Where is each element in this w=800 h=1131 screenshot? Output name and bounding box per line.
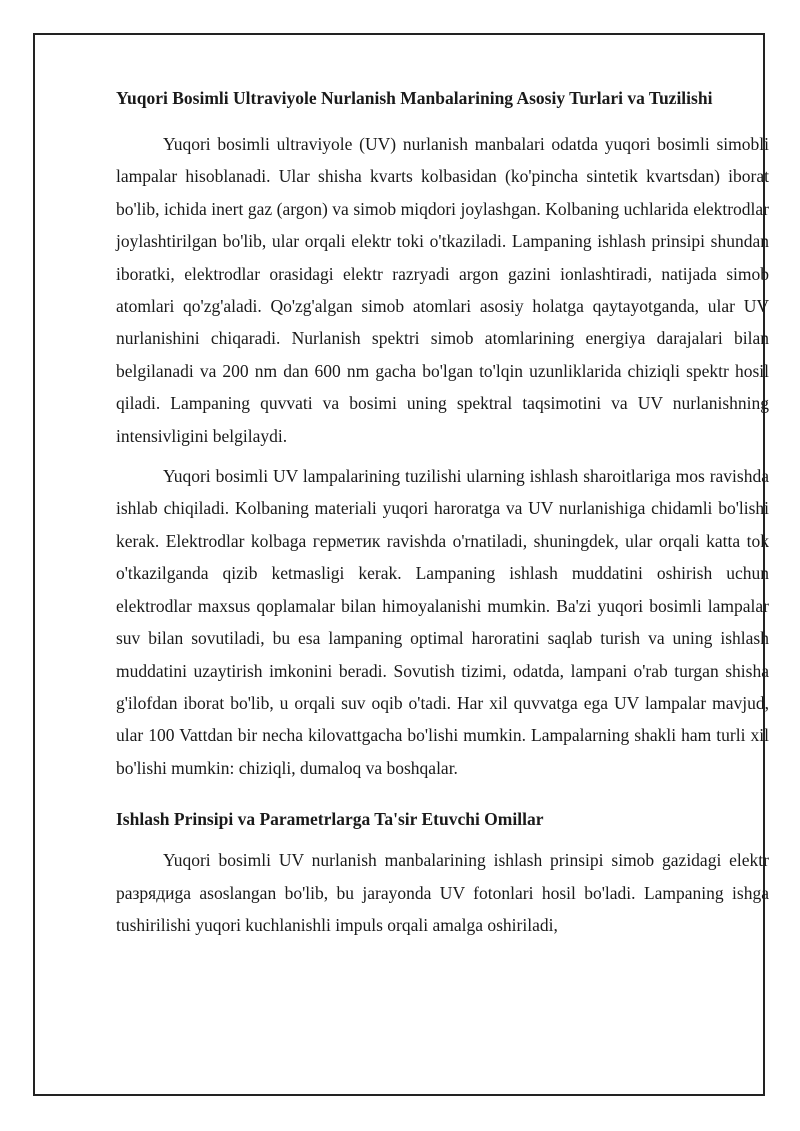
section-heading-working-principle: Ishlash Prinsipi va Parametrlarga Ta'sir Etuvchi Omillar <box>116 809 544 830</box>
body-paragraph: Yuqori bosimli UV lampalarining tuzilishi ularning ishlash sharoitlariga mos ravishda ishlab chiqiladi. Kolbaning materiali yuqori haroratga va UV nurlanishiga chidamli bo'lishi kerak. Elektrodlar kolbaga герметик ravishda o'rnatiladi, shuningdek, ular orqali katta tok o'tkazilganda qizib ketmasligi kerak. Lampaning ishlash muddatini oshirish uchun elektrodlar maxsus qoplamalar bilan himoyalanishi mumkin. Ba'zi yuqori bosimli lampalar suv bilan sovutiladi, bu esa lampaning optimal haroratini saqlab turish va uning ishlash muddatini uzaytirish imkonini beradi. Sovutish tizimi, odatda, lampani o'rab turgan shisha g'ilofdan iborat bo'lib, u orqali suv oqib o'tadi. Har xil quvvatga ega UV lampalar mavjud, ular 100 Vattdan bir necha kilovattgacha bo'lishi mumkin. Lampalarning shakli ham turli xil bo'lishi mumkin: chiziqli, dumaloq va boshqalar. <box>116 466 769 778</box>
body-paragraph: Yuqori bosimli UV nurlanish manbalarining ishlash prinsipi simob gazidagi elektr разрядиga asoslangan bo'lib, bu jarayonda UV fotonlari hosil bo'ladi. Lampaning ishga tushirilishi yuqori kuchlanishli impuls orqali amalga oshiriladi, <box>116 850 769 935</box>
body-paragraph: Yuqori bosimli ultraviyole (UV) nurlanish manbalari odatda yuqori bosimli simobli lampalar hisoblanadi. Ular shisha kvarts kolbasidan (ko'pincha sintetik kvartsdan) iborat bo'lib, ichida inert gaz (argon) va simob miqdori joylashgan. Kolbaning uchlarida elektrodlar joylashtirilgan bo'lib, ular orqali elektr toki o'tkaziladi. Lampaning ishlash prinsipi shundan iboratki, elektrodlar orasidagi elektr razryadi argon gazini ionlashtiradi, natijada simob atomlari qo'zg'aladi. Qo'zg'algan simob atomlari asosiy holatga qaytayotganda, ular UV nurlanishini chiqaradi. Nurlanish spektri simob atomlarining energiya darajalari bilan belgilanadi va 200 nm dan 600 nm gacha bo'lgan to'lqin uzunliklarida chiziqli spektr hosil qiladi. Lampaning quvvati va bosimi uning spektral taqsimotini va UV nurlanishning intensivligini belgilaydi. <box>116 134 769 446</box>
section-heading-types-structure: Yuqori Bosimli Ultraviyole Nurlanish Manbalarining Asosiy Turlari va Tuzilishi <box>116 88 713 108</box>
document-body <box>116 86 769 941</box>
